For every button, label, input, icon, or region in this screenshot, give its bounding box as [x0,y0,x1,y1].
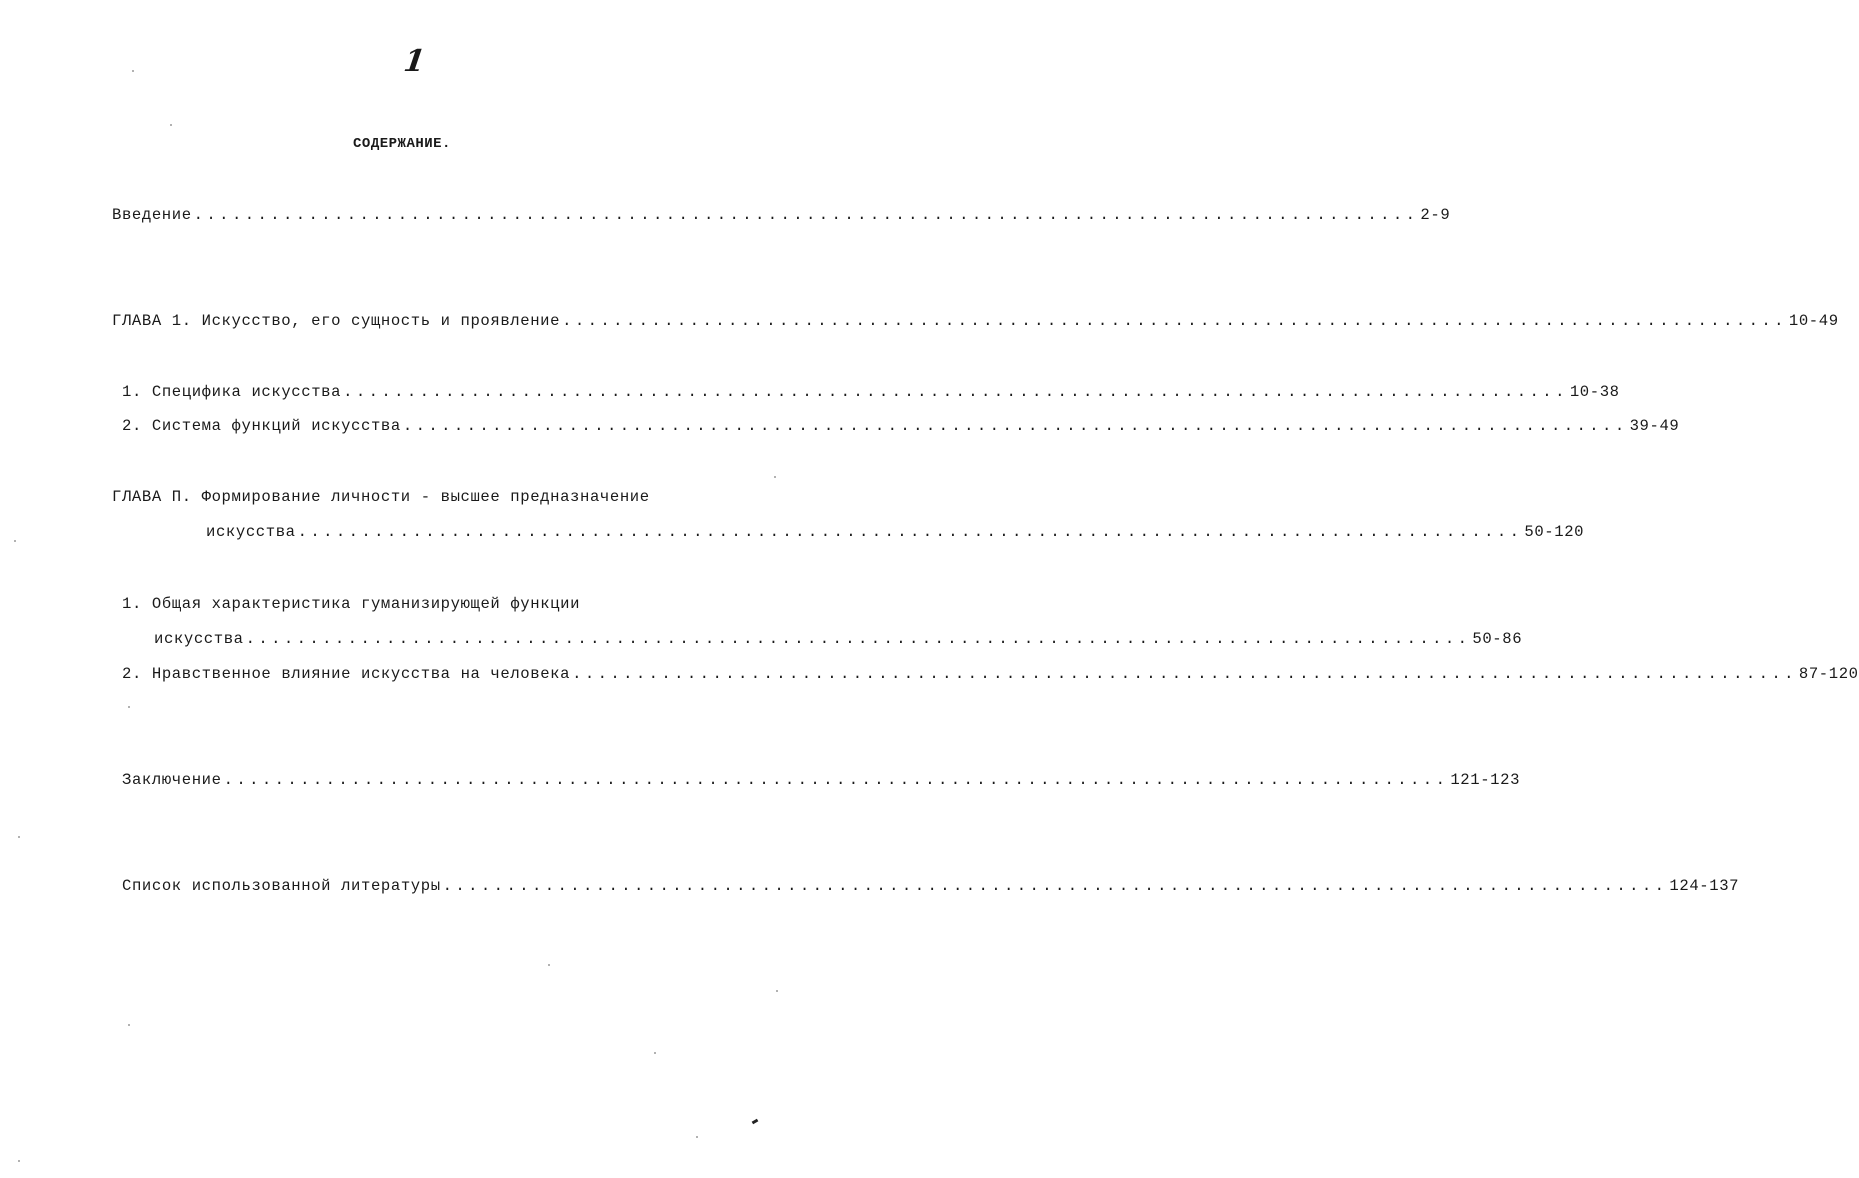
toc-label: ГЛАВА 1. Искусство, его сущность и проявление [112,312,561,330]
scan-speck [548,964,550,966]
scan-speck [18,836,20,838]
toc-pages: 10-49 [1788,312,1839,330]
toc-pages: 50-86 [1472,630,1523,648]
toc-label: Введение [112,206,192,224]
toc-pages: 121-123 [1450,771,1521,789]
page-title: СОДЕРЖАНИЕ. [353,136,451,152]
dot-leader: ................................................................................................ [562,312,1787,330]
dot-leader: ................................................................................................ [193,206,1419,224]
dot-leader: ................................................................................................ [572,665,1797,683]
toc-entry-conclusion[interactable] [122,770,1521,790]
page-number: 1 [401,44,428,79]
dot-leader: ................................................................................................ [442,877,1668,895]
scan-mark [752,1119,759,1125]
toc-entry-section-2-1-line1[interactable]: 1. Общая характеристика гуманизирующей функции [122,595,581,613]
toc-entry-chapter-1[interactable] [112,311,1839,331]
dot-leader: ................................................................................................ [245,630,1471,648]
dot-leader: ................................................................................................ [297,523,1523,541]
toc-entry-section-1-2[interactable] [122,416,1680,436]
toc-label: 2. Система функций искусства [122,417,401,435]
dot-leader: ................................................................................................ [343,383,1568,401]
toc-pages: 39-49 [1629,417,1680,435]
toc-entry-intro[interactable] [112,205,1451,225]
scan-speck [132,70,134,72]
dot-leader: ................................................................................................ [402,417,1628,435]
toc-entry-chapter-2-line1[interactable]: ГЛАВА П. Формирование личности - высшее предназначение [112,488,650,506]
toc-pages: 10-38 [1569,383,1620,401]
scan-speck [776,990,778,992]
toc-entry-bibliography[interactable] [122,876,1740,896]
toc-label: 2. Нравственное влияние искусства на человека [122,665,571,683]
toc-label: Список использованной литературы [122,877,441,895]
toc-entry-section-2-2[interactable] [122,664,1859,684]
toc-entry-section-1-1[interactable] [122,382,1620,402]
scan-speck [654,1052,656,1054]
toc-label: 1. Специфика искусства [122,383,342,401]
scan-speck [696,1136,698,1138]
toc-label: Заключение [122,771,222,789]
scan-speck [128,1024,130,1026]
scan-speck [18,1160,20,1162]
scan-speck [128,706,130,708]
toc-pages: 87-120 [1798,665,1859,683]
scan-speck [774,476,776,478]
scan-speck [14,540,16,542]
toc-pages: 50-120 [1524,523,1585,541]
toc-pages: 2-9 [1420,206,1451,224]
scan-speck [170,124,172,126]
toc-label: искусства [206,523,296,541]
toc-pages: 124-137 [1669,877,1740,895]
dot-leader: ................................................................................................ [223,771,1449,789]
toc-label: искусства [154,630,244,648]
toc-entry-section-2-1[interactable] [154,629,1523,649]
toc-entry-chapter-2[interactable] [206,522,1585,542]
